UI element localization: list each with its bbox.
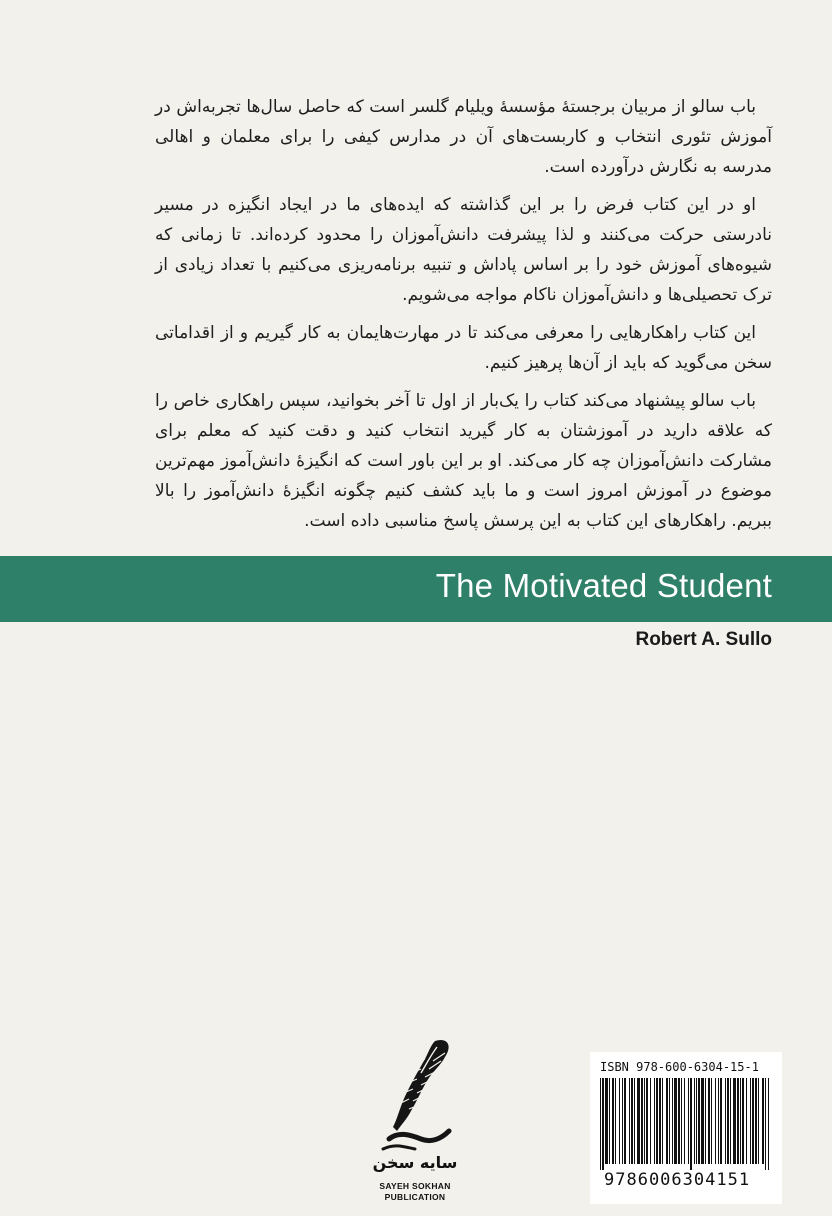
barcode-bar — [666, 1078, 668, 1164]
barcode-bar — [708, 1078, 710, 1164]
barcode-bar — [678, 1078, 680, 1164]
barcode-bar — [684, 1078, 685, 1164]
barcode-digits: 9786006304151 — [604, 1170, 751, 1190]
barcode-bar — [737, 1078, 739, 1164]
barcode-bar — [634, 1078, 635, 1164]
barcode-bar — [619, 1078, 620, 1164]
publisher-logo — [365, 1035, 475, 1205]
barcode-bar — [644, 1078, 645, 1164]
barcode-bar — [622, 1078, 623, 1164]
synopsis-text — [155, 92, 772, 544]
barcode-bar — [752, 1078, 754, 1164]
barcode-bar — [659, 1078, 661, 1164]
barcode-bar — [650, 1078, 651, 1164]
barcode-bar — [765, 1078, 766, 1170]
author-name: Robert A. Sullo — [635, 629, 772, 650]
publisher-label-en: PUBLICATION — [384, 1192, 446, 1202]
barcode-bar — [696, 1078, 697, 1164]
isbn-label: ISBN 978-600-6304-15-1 — [600, 1060, 759, 1074]
barcode-bar — [654, 1078, 655, 1164]
barcode-bar — [615, 1078, 616, 1164]
barcode-bar — [742, 1078, 744, 1164]
quill-feather-icon — [375, 1035, 455, 1153]
barcode-bar — [605, 1078, 608, 1164]
barcode-bar — [715, 1078, 716, 1164]
barcode-bar — [612, 1078, 614, 1164]
barcode-bar — [656, 1078, 658, 1164]
barcode-bar — [727, 1078, 729, 1164]
barcode-bar — [705, 1078, 706, 1164]
barcode-bar — [629, 1078, 630, 1164]
barcode-bar — [669, 1078, 670, 1164]
barcode-bar — [662, 1078, 663, 1164]
barcode-bar — [672, 1078, 673, 1164]
barcode — [598, 1078, 774, 1170]
barcode-bar — [694, 1078, 695, 1164]
barcode-bar — [609, 1078, 610, 1164]
barcode-bar — [681, 1078, 682, 1164]
barcode-bar — [755, 1078, 757, 1164]
barcode-bar — [746, 1078, 747, 1164]
barcode-bar — [600, 1078, 601, 1170]
isbn-barcode-block — [590, 1052, 782, 1204]
barcode-bar — [602, 1078, 604, 1170]
barcode-bar — [688, 1078, 689, 1164]
barcode-bar — [646, 1078, 648, 1164]
barcode-bar — [698, 1078, 700, 1164]
barcode-bar — [690, 1078, 692, 1170]
barcode-bar — [720, 1078, 722, 1164]
barcode-bar — [750, 1078, 751, 1164]
barcode-bar — [758, 1078, 759, 1164]
barcode-bar — [762, 1078, 764, 1164]
synopsis-paragraph-3: این کتاب راهکارهایی را معرفی می‌کند تا در مهارت‌هایمان به کار گیریم و از اقداماتی سخن می‌گوید که باید از آن‌ها پرهیز کنیم. — [155, 323, 772, 373]
barcode-bar — [725, 1078, 726, 1164]
barcode-bar — [740, 1078, 741, 1164]
synopsis-paragraph-4: باب سالو پیشنهاد می‌کند کتاب را یک‌بار از اول تا آخر بخوانید، سپس راهکاری خاص را که علاقه دارید در آموزشتان به کار گیرید انتخاب کنید و دقت کنید که معلم برای مشارکت دانش‌آموزان چه کار می‌کند. او بر این باور است که انگیزهٔ دانش‌آموز مهم‌ترین موضوع در آموزش امروز است و ما باید کشف کنیم چگونه انگیزهٔ دانش‌آموز را بالا ببریم. راهکارهای این کتاب به این پرسش پاسخ مناسبی داده است. — [155, 391, 772, 531]
barcode-bar — [768, 1078, 769, 1170]
barcode-bar — [711, 1078, 712, 1164]
barcode-bar — [718, 1078, 719, 1164]
barcode-bar — [624, 1078, 626, 1164]
barcode-bar — [701, 1078, 704, 1164]
title-band — [0, 556, 832, 622]
barcode-bar — [641, 1078, 643, 1164]
synopsis-paragraph-1: باب سالو از مربیان برجستهٔ مؤسسهٔ ویلیام گلسر است که حاصل سال‌ها تجربه‌اش در آموزش تئوری انتخاب و کاربست‌های آن در مدارس کیفی را برای معلمان و اهالی مدرسه به نگارش درآورده است. — [155, 97, 772, 177]
barcode-bar — [733, 1078, 736, 1164]
publisher-name-en: SAYEH SOKHAN — [379, 1181, 451, 1191]
barcode-bar — [730, 1078, 731, 1164]
book-title: The Motivated Student — [435, 567, 772, 604]
publisher-name-fa: سایه سخن — [372, 1153, 458, 1172]
synopsis-paragraph-2: او در این کتاب فرض را بر این گذاشته که ایده‌های ما در ایجاد انگیزه در مسیر نادرستی حرکت می‌کنند و لذا پیشرفت دانش‌آموزان را محدود کرده‌اند. تا زمانی که شیوه‌های آموزش خود را بر اساس پاداش و تنبیه برنامه‌ریزی می‌کنیم با تعداد زیادی از ترک تحصیلی‌ها و دانش‌آموزان ناکام مواجه می‌شویم. — [155, 195, 772, 305]
barcode-bar — [631, 1078, 633, 1164]
barcode-bar — [674, 1078, 677, 1164]
barcode-bar — [637, 1078, 640, 1164]
